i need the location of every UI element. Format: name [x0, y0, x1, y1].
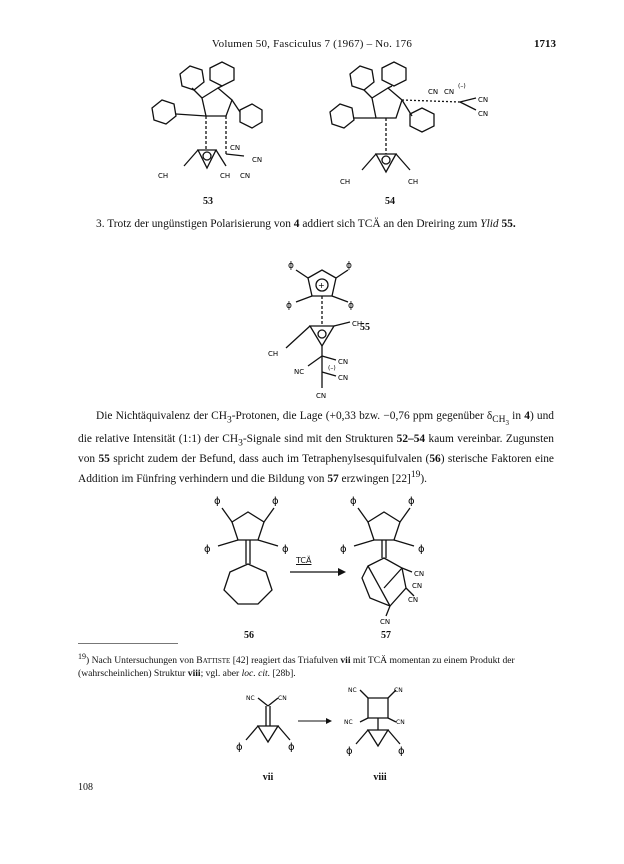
cyano-label: CN — [338, 358, 349, 366]
compound-ref: 4 — [524, 410, 530, 422]
compound-ref: 55 — [98, 453, 110, 466]
author-name: Battiste — [196, 655, 231, 667]
compound-ref: 57 — [327, 473, 339, 486]
list-number: 3. — [96, 218, 105, 230]
methyl-label-right: CH — [408, 178, 419, 186]
cyano-label-2: CN — [444, 88, 455, 96]
phenyl-symbol: ɸ — [282, 544, 289, 555]
compound-ref: 56 — [429, 453, 441, 466]
folio: 108 — [78, 782, 93, 793]
cyano-label: CN — [408, 596, 419, 604]
methyl-label-left: CH — [158, 172, 169, 180]
structure-56 — [196, 488, 306, 628]
compound-ref: vii — [340, 655, 351, 667]
cyano-label: CN — [396, 719, 405, 726]
phenyl-symbol: ɸ — [340, 544, 347, 555]
compound-ref: viii — [187, 668, 201, 680]
structure-54 — [320, 58, 500, 193]
compound-ref: 4 — [293, 218, 300, 230]
compound-label-viii: viii — [373, 772, 387, 783]
reagent-label: TCÄ — [296, 556, 312, 565]
phenyl-symbol: ɸ — [348, 301, 354, 311]
footnote-19: $^{19}$) Nach Untersuchungen von Battiste [42] reagiert das Triafulven vii mit TCÄ momentan zu einem Produkt der (wahrscheinlichen) Struktur viii; vgl. aber loc. cit. [28b]. — [78, 652, 515, 680]
methyl-label-left: CH — [340, 178, 351, 186]
compound-ref: 55. — [501, 218, 516, 230]
cyano-label: NC — [348, 687, 357, 694]
compound-label-vii: vii — [262, 772, 274, 783]
cyano-label: CN — [412, 582, 423, 590]
footnote-mark: 19 — [78, 652, 86, 661]
footnote-divider — [78, 643, 178, 644]
phenyl-symbol: ɸ — [214, 496, 221, 507]
phenyl-symbol: ɸ — [346, 261, 352, 271]
compound-ref: 52–54 — [396, 433, 426, 446]
cyano-label-2: CN — [252, 156, 263, 164]
cyano-label: CN — [394, 687, 403, 694]
cyano-label: CN — [338, 374, 349, 382]
cyano-label: NC — [344, 719, 353, 726]
structure-57 — [332, 488, 442, 628]
running-header: Volumen 50, Fasciculus 7 (1967) – No. 176 — [211, 38, 413, 50]
compound-label-56: 56 — [244, 630, 254, 641]
cyano-label: NC — [246, 695, 255, 702]
methyl-label: CH — [352, 320, 363, 328]
footnote-ref[interactable]: 19 — [410, 470, 421, 481]
paragraph-2: Die Nichtäquivalenz der $CH_3$-Protonen, die Lage (+0,33 bzw. −0,76 ppm gegenüber $\delta_{CH_3}$ in 4) und die relative Intensität (1:1) der $CH_3$-Signale sind mit den Strukturen 52–54 kaum vereinbar. Zugunsten von 55 spricht zudem der Befund, dass auch im Tetraphenylsesquifulvalen (56) sterische Faktoren eine Addition im Fünfring verhindern und die Bildung von 57 erzwingen $[22]^{19}$). — [78, 410, 554, 486]
structure-vii — [232, 690, 312, 770]
phenyl-symbol: ɸ — [398, 746, 405, 757]
cyano-label-4: CN — [478, 110, 489, 118]
page-number: 1713 — [534, 38, 556, 50]
cyano-label: CN — [316, 392, 327, 400]
methyl-label-right: CH — [220, 172, 231, 180]
cyano-label: NC — [294, 368, 305, 376]
phenyl-symbol: ɸ — [236, 742, 243, 753]
phenyl-symbol: ɸ — [272, 496, 279, 507]
phenyl-symbol: ɸ — [288, 261, 294, 271]
compound-label-57: 57 — [381, 630, 391, 641]
phenyl-symbol: ɸ — [418, 544, 425, 555]
phenyl-symbol: ɸ — [286, 301, 292, 311]
cyano-label: CN — [278, 695, 287, 702]
cyano-label-1: CN — [230, 144, 241, 152]
compound-label-54: 54 — [385, 196, 395, 207]
reaction-arrow-footnote — [296, 716, 336, 726]
phenyl-symbol: ɸ — [288, 742, 295, 753]
anion-charge-label: (–) — [458, 83, 466, 90]
structure-53 — [140, 58, 300, 193]
cyano-label-3: CN — [478, 96, 489, 104]
phenyl-symbol: ɸ — [350, 496, 357, 507]
cation-charge: + — [318, 281, 325, 290]
cyano-label: CN — [414, 570, 425, 578]
compound-label-53: 53 — [203, 196, 213, 207]
methyl-label: CH — [268, 350, 279, 358]
cyano-label-3: CN — [240, 172, 251, 180]
phenyl-symbol: ɸ — [408, 496, 415, 507]
paragraph-1: 3. Trotz der ungünstigen Polarisierung von 4 addiert sich TCÄ an den Dreiring zum Ylid 55. — [96, 218, 516, 230]
cyano-label-1: CN — [428, 88, 439, 96]
phenyl-symbol: ɸ — [204, 544, 211, 555]
anion-charge-label: (–) — [328, 365, 336, 372]
phenyl-symbol: ɸ — [346, 746, 353, 757]
cyano-label: CN — [380, 618, 391, 626]
structure-viii — [340, 684, 420, 774]
compound-label-55: 55 — [360, 322, 370, 333]
